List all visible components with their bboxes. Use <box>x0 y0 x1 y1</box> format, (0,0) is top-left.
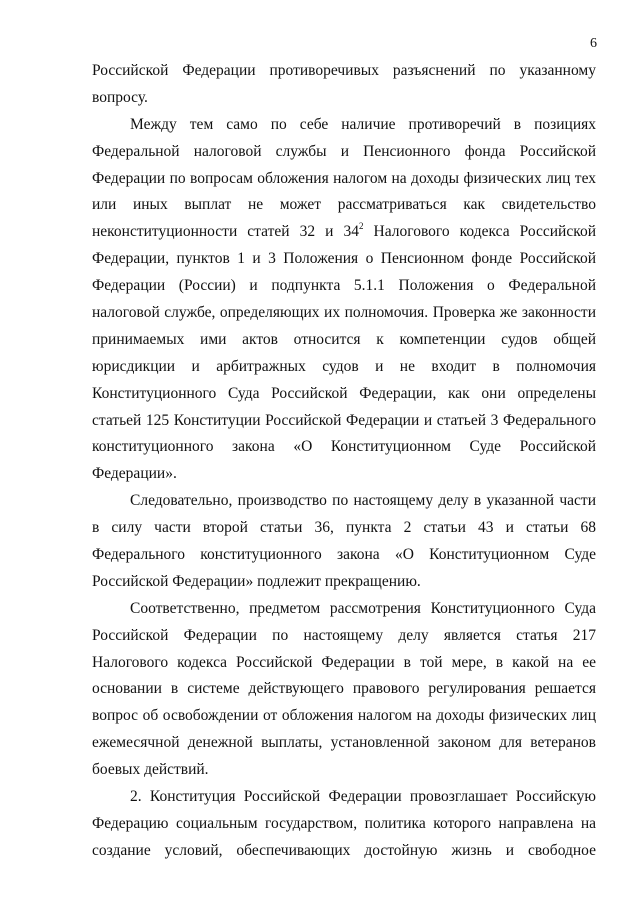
text-segment: Налогового кодекса Российской <box>363 223 596 241</box>
text-line: Следовательно, производство по настоящему делу в указанной части <box>130 492 596 510</box>
text-line: или иных выплат не может рассматриваться как свидетельство <box>92 196 596 214</box>
text-line: боевых действий. <box>92 761 209 779</box>
text-line: вопрос об освобождении от обложения налогом на доходы физических лиц <box>92 707 596 725</box>
paragraph <box>92 58 596 112</box>
text-line: Федерации». <box>92 465 177 483</box>
text-line: ежемесячной денежной выплаты, установленной законом для ветеранов <box>92 734 596 752</box>
text-segment: неконституционности статей 32 и 34 <box>92 223 359 241</box>
paragraph <box>92 784 596 865</box>
text-line: Соответственно, предметом рассмотрения Конституционного Суда <box>130 599 596 617</box>
text-line: в силу части второй статьи 36, пункта 2 статьи 43 и статьи 68 <box>92 519 596 537</box>
text-line: Налогового кодекса Российской Федерации в той мере, в какой на ее <box>92 653 596 671</box>
text-line: принимаемых ими актов относится к компетенции судов общей <box>92 330 596 348</box>
text-line: Федерального конституционного закона «О Конституционном Суде <box>92 546 596 564</box>
text-line: основании в системе действующего правового регулирования решается <box>92 680 596 698</box>
text-line: статьей 125 Конституции Российской Федерации и статьей 3 Федерального <box>92 411 596 429</box>
text-line: Российской Федерации противоречивых разъяснений по указанному <box>92 62 596 79</box>
text-line: создание условий, обеспечивающих достойную жизнь и свободное <box>92 841 596 859</box>
text-line: Федерации (России) и подпункта 5.1.1 Положения о Федеральной <box>92 277 596 295</box>
text-line: Федерации по вопросам обложения налогом на доходы физических лиц тех <box>92 169 596 187</box>
text-line: Российской Федерации» подлежит прекращению. <box>92 572 421 590</box>
text-line: Конституционного Суда Российской Федерации, как они определены <box>92 384 596 402</box>
text-line: вопросу. <box>92 88 148 106</box>
superscript: 2 <box>358 221 364 232</box>
text-line: Федеральной налоговой службы и Пенсионного фонда Российской <box>92 142 596 160</box>
text-line: конституционного закона «О Конституционном Суде Российской <box>92 438 596 456</box>
paragraph <box>92 488 596 596</box>
text-line <box>92 219 596 246</box>
text-line: Федерацию социальным государством, политика которого направлена на <box>92 814 596 832</box>
text-line: налоговой службе, определяющих их полномочия. Проверка же законности <box>92 304 596 322</box>
document-body <box>92 58 596 865</box>
text-line: Федерации, пунктов 1 и 3 Положения о Пенсионном фонде Российской <box>92 250 596 268</box>
text-line: Между тем само по себе наличие противоречий в позициях <box>130 115 596 133</box>
text-line: 2. Конституция Российской Федерации провозглашает Российскую <box>130 788 596 806</box>
page-number: 6 <box>590 36 597 51</box>
text-line: юрисдикции и арбитражных судов и не входит в полномочия <box>92 357 596 375</box>
paragraph <box>92 596 596 784</box>
paragraph <box>92 112 596 488</box>
text-line: Российской Федерации по настоящему делу является статья 217 <box>92 626 596 644</box>
